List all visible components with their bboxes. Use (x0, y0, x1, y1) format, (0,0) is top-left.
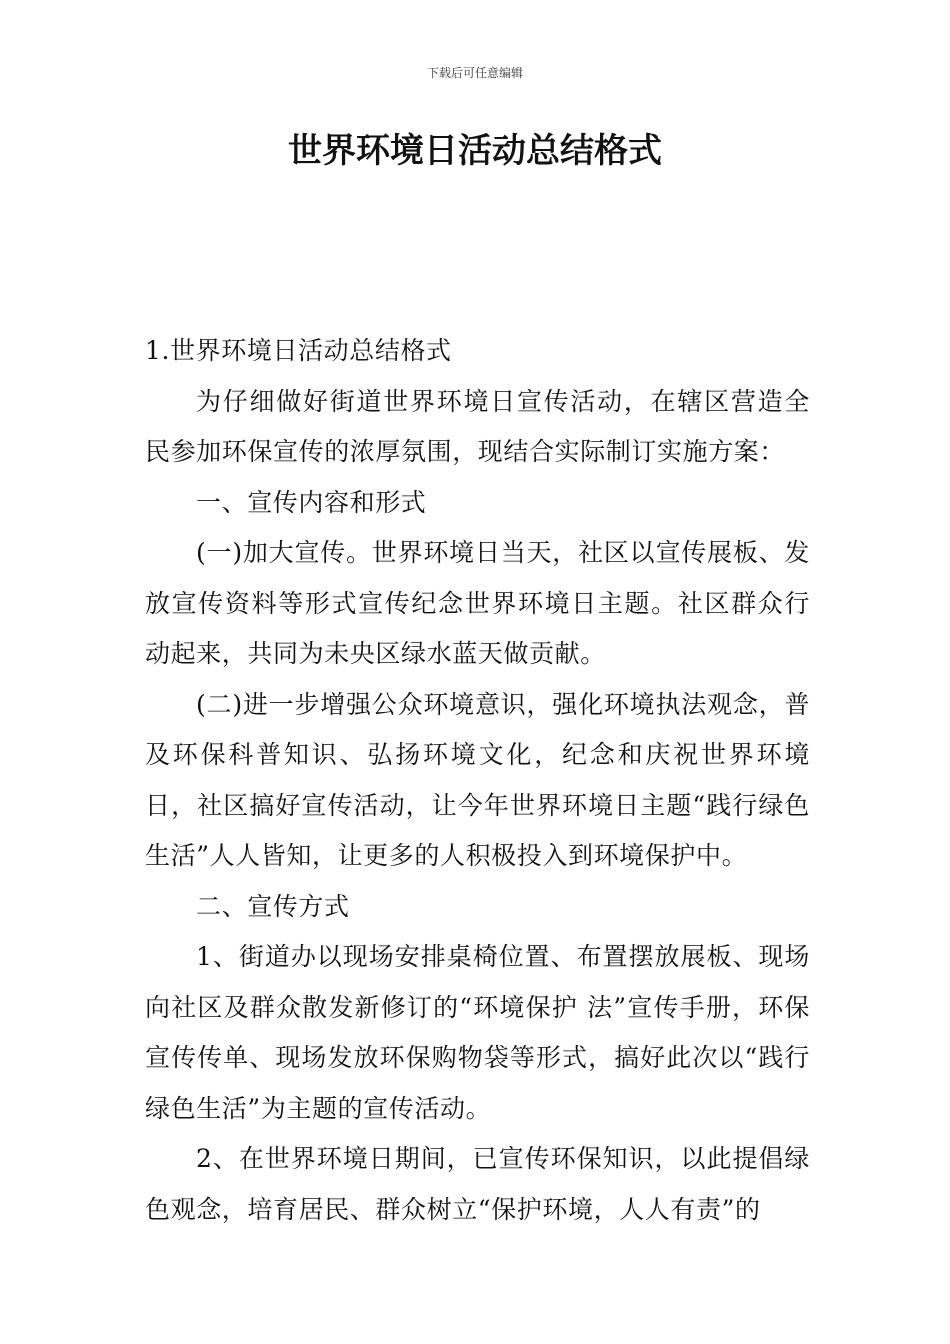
document-title: 世界环境日活动总结格式 (288, 131, 662, 171)
section-heading: 一、宣传内容和形式 (196, 487, 427, 517)
body-paragraph: (一)加大宣传。世界环境日当天，社区以宣传展板、发放宣传资料等形式宣传纪念世界环境日主题。社区群众行动起来，共同为未央区绿水蓝天做贡献。 (145, 538, 810, 668)
body-paragraph: (二)进一步增强公众环境意识，强化环境执法观念，普及环保科普知识、弘扬环境文化，纪念和庆祝世界环境日，社区搞好宣传活动，让今年世界环境日主题“践行绿色生活”人人皆知，让更多的人积极投入到环境保护中。 (145, 689, 810, 870)
intro-paragraph: 为仔细做好街道世界环境日宣传活动，在辖区营造全民参加环保宣传的浓厚氛围，现结合实际制订实施方案： (145, 386, 810, 466)
body-paragraph: 1、街道办以现场安排桌椅位置、布置摆放展板、现场向社区及群众散发新修订的“环境保护 法”宣传手册，环保宣传传单、现场发放环保购物袋等形式，搞好此次以“践行绿色生活”为主题的宣传活动。 (145, 942, 810, 1123)
document-body (145, 326, 810, 1235)
section-heading: 1.世界环境日活动总结格式 (145, 336, 452, 365)
header-note: 下载后可任意编辑 (426, 66, 523, 80)
body-paragraph: 2、在世界环境日期间，已宣传环保知识，以此提倡绿色观念，培育居民、群众树立“保护环境，人人有责”的 (145, 1144, 810, 1224)
section-heading: 二、宣传方式 (196, 891, 350, 921)
